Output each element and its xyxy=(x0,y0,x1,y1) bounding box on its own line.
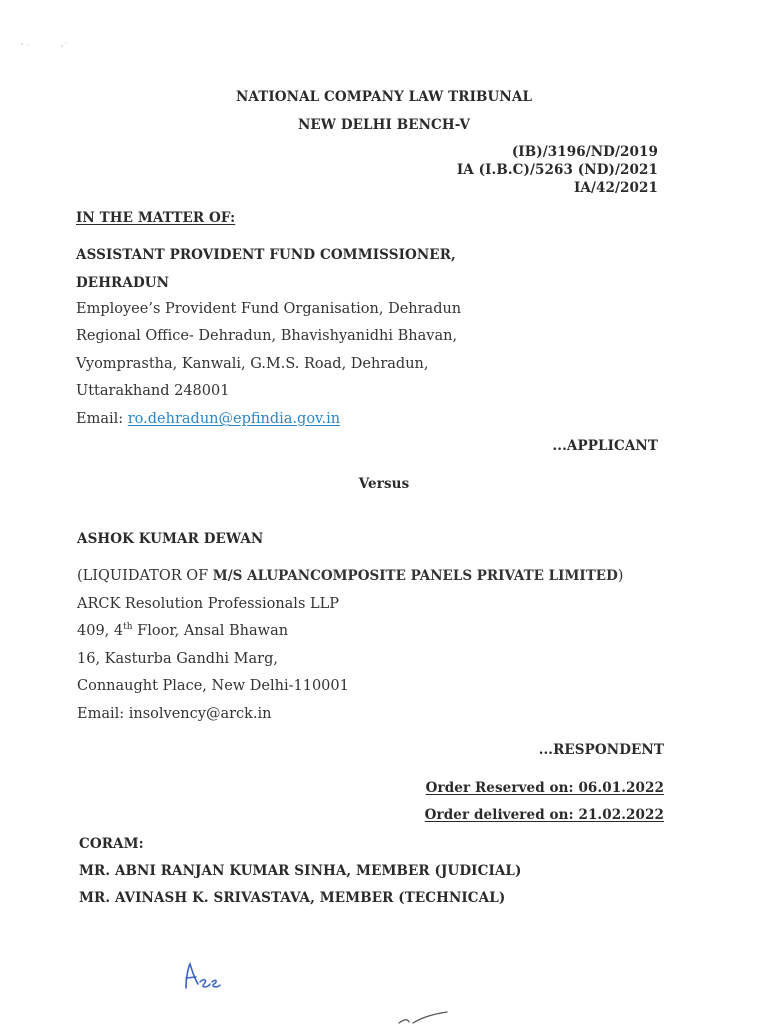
versus-label: Versus xyxy=(358,476,410,492)
matter-heading: IN THE MATTER OF: xyxy=(76,210,236,226)
applicant-address-line: Employee’s Provident Fund Organisation, Dehradun xyxy=(76,301,462,317)
applicant-email-label: Email: xyxy=(76,411,128,427)
applicant-address-line: Regional Office- Dehradun, Bhavishyanidhi Bhavan, xyxy=(76,328,458,344)
respondent-address-line: 16, Kasturba Gandhi Marg, xyxy=(77,651,278,667)
signature-fragment xyxy=(395,1010,455,1024)
applicant-email-link[interactable]: ro.dehradun@epfindia.gov.in xyxy=(127,411,341,427)
case-number-2: IA (I.B.C)/5263 (ND)/2021 xyxy=(456,162,658,178)
liquidator-suffix: ) xyxy=(617,568,624,584)
liquidator-prefix: (LIQUIDATOR OF xyxy=(77,568,213,584)
respondent-firm: ARCK Resolution Professionals LLP xyxy=(77,596,340,612)
coram-member-judicial: MR. ABNI RANJAN KUMAR SINHA, MEMBER (JUDICIAL) xyxy=(79,863,522,879)
respondent-role: ...RESPONDENT xyxy=(538,742,664,758)
order-reserved-date: Order Reserved on: 06.01.2022 xyxy=(425,780,664,796)
address-rest: Floor, Ansal Bhawan xyxy=(132,623,289,639)
applicant-address-line: Vyomprastha, Kanwali, G.M.S. Road, Dehradun, xyxy=(76,356,429,372)
coram-member-technical: MR. AVINASH K. SRIVASTAVA, MEMBER (TECHNICAL) xyxy=(79,890,506,906)
respondent-email: Email: insolvency@arck.in xyxy=(77,706,272,722)
respondent-address-line: Connaught Place, New Delhi-110001 xyxy=(77,678,349,694)
applicant-title-line1: ASSISTANT PROVIDENT FUND COMMISSIONER, xyxy=(76,247,456,263)
coram-heading: CORAM: xyxy=(79,836,144,852)
applicant-role: ...APPLICANT xyxy=(552,438,658,454)
applicant-email-row xyxy=(76,410,340,428)
tribunal-title: NATIONAL COMPANY LAW TRIBUNAL xyxy=(235,89,533,105)
scan-specks xyxy=(18,38,78,52)
address-superscript: th xyxy=(123,622,133,633)
order-delivered-date: Order delivered on: 21.02.2022 xyxy=(424,807,664,823)
liquidator-line xyxy=(77,567,623,585)
applicant-address-line: Uttarakhand 248001 xyxy=(76,383,230,399)
address-number: 409, 4 xyxy=(77,623,124,639)
liquidator-company: M/S ALUPANCOMPOSITE PANELS PRIVATE LIMITED xyxy=(212,568,618,584)
case-number-3: IA/42/2021 xyxy=(573,180,658,196)
handwritten-initials xyxy=(180,960,230,994)
case-number-1: (IB)/3196/ND/2019 xyxy=(511,144,658,160)
bench-title: NEW DELHI BENCH-V xyxy=(297,117,471,133)
applicant-title-line2: DEHRADUN xyxy=(76,275,170,291)
respondent-name: ASHOK KUMAR DEWAN xyxy=(77,531,264,547)
respondent-address-line xyxy=(77,622,288,640)
